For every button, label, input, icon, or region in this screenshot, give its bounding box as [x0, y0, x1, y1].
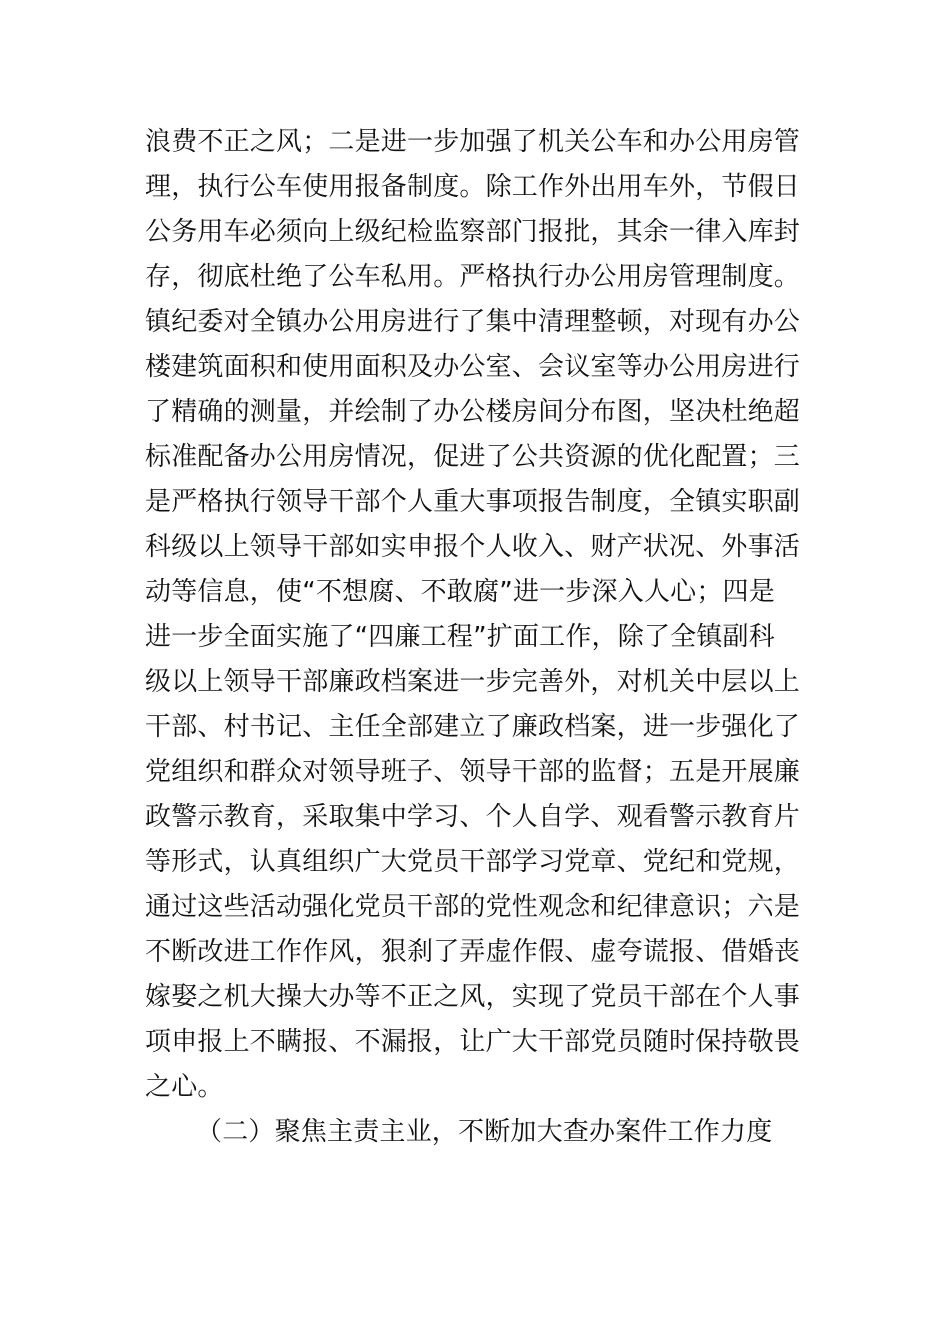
body-text-line: 干部、村书记、主任全部建立了廉政档案，进一步强化了	[145, 712, 801, 742]
body-text-line: 党组织和群众对领导班子、领导干部的监督；五是开展廉	[145, 757, 801, 787]
body-text-line: 公务用车必须向上级纪检监察部门报批，其余一律入库封	[145, 217, 801, 247]
body-text-line: 嫁娶之机大操大办等不正之风，实现了党员干部在个人事	[145, 982, 801, 1012]
body-text-line: 等形式，认真组织广大党员干部学习党章、党纪和党规，	[145, 847, 801, 877]
body-text-line: 不断改进工作作风，狠刹了弄虚作假、虚夸谎报、借婚丧	[145, 937, 801, 967]
body-text-line: 浪费不正之风；二是进一步加强了机关公车和办公用房管	[145, 127, 801, 157]
body-text-line: 之心。	[145, 1072, 224, 1102]
body-text-line: 政警示教育，采取集中学习、个人自学、观看警示教育片	[145, 802, 801, 832]
body-text-line: 存，彻底杜绝了公车私用。严格执行办公用房管理制度。	[145, 262, 801, 292]
body-text-line: 楼建筑面积和使用面积及办公室、会议室等办公用房进行	[145, 352, 801, 382]
body-text-line: 动等信息，使“不想腐、不敢腐”进一步深入人心；四是	[145, 577, 775, 607]
body-text-line: 镇纪委对全镇办公用房进行了集中清理整顿，对现有办公	[145, 307, 801, 337]
body-text-line: 科级以上领导干部如实申报个人收入、财产状况、外事活	[145, 532, 801, 562]
body-text-line: 了精确的测量，并绘制了办公楼房间分布图，坚决杜绝超	[145, 397, 801, 427]
body-text-line: 进一步全面实施了“四廉工程”扩面工作，除了全镇副科	[145, 622, 775, 652]
body-text-line: 标准配备办公用房情况，促进了公共资源的优化配置；三	[145, 442, 801, 472]
body-text-line: 通过这些活动强化党员干部的党性观念和纪律意识；六是	[145, 892, 801, 922]
body-text-line: 级以上领导干部廉政档案进一步完善外，对机关中层以上	[145, 667, 801, 697]
body-text-line: 理，执行公车使用报备制度。除工作外出用车外，节假日	[145, 172, 801, 202]
body-text-line: 是严格执行领导干部个人重大事项报告制度，全镇实职副	[145, 487, 801, 517]
body-text-line: 项申报上不瞒报、不漏报，让广大干部党员随时保持敬畏	[145, 1027, 801, 1057]
section-heading: （二）聚焦主责主业，不断加大查办案件工作力度	[196, 1117, 773, 1147]
